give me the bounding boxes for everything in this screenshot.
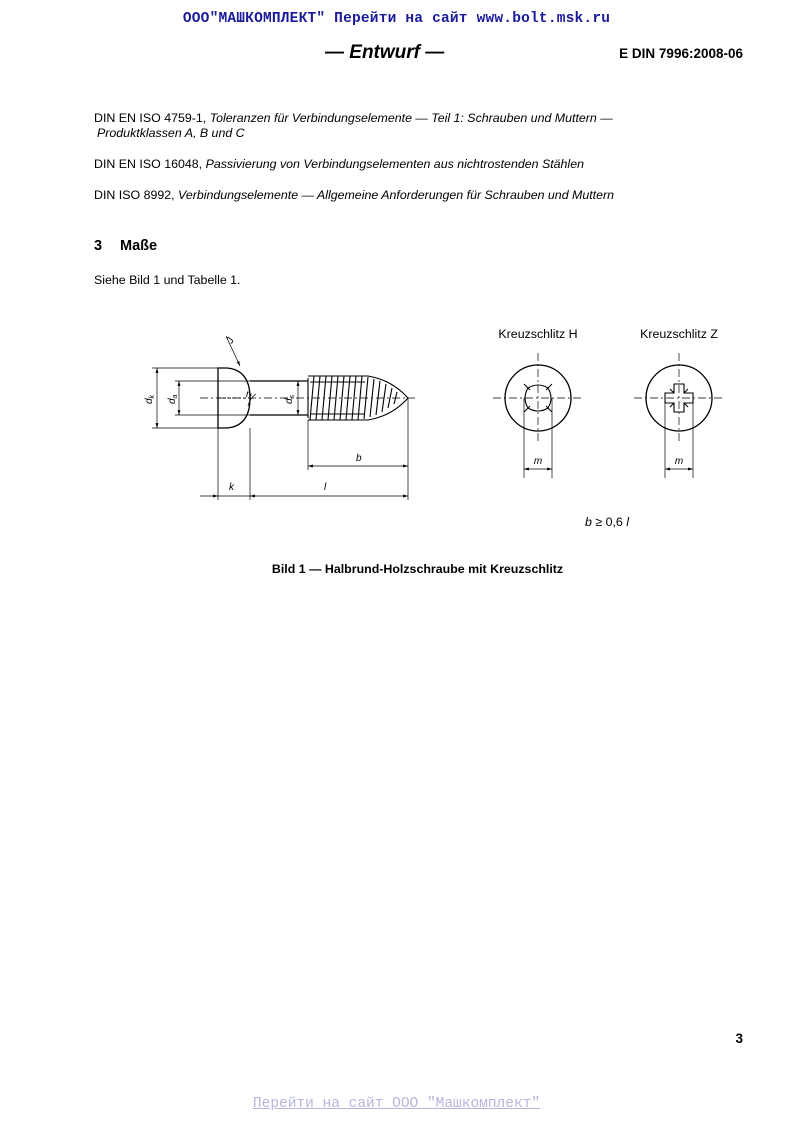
normative-references bbox=[94, 111, 734, 219]
dim-j-label: J bbox=[224, 336, 237, 346]
reference-item: DIN EN ISO 16048, Passivierung von Verbindungselementen aus nichtrostenden Stählen bbox=[94, 157, 584, 171]
section-body: Siehe Bild 1 und Tabelle 1. bbox=[94, 273, 241, 287]
dim-ds-label: $d_s$ bbox=[284, 394, 296, 404]
screw-drawing bbox=[130, 318, 750, 533]
dim-da-label: $d_a$ bbox=[167, 394, 179, 404]
section-title: Maße bbox=[120, 238, 158, 254]
bottom-website-link[interactable]: Перейти на сайт ООО "Машкомплект" bbox=[252, 1096, 541, 1112]
section-number: 3 bbox=[94, 238, 103, 254]
screw-side-view bbox=[152, 336, 415, 500]
dim-dk-label: $d_k$ bbox=[144, 394, 156, 404]
dim-m-label: m bbox=[533, 456, 543, 467]
dim-l-label: l bbox=[324, 482, 327, 493]
reference-item: DIN ISO 8992, Verbindungselemente — Allgemeine Anforderungen für Schrauben und Muttern bbox=[94, 188, 615, 202]
recess-z-label: Kreuzschlitz Z bbox=[640, 327, 718, 341]
figure-caption: Bild 1 — Halbrund-Holzschraube mit Kreuzschlitz bbox=[271, 562, 564, 576]
section-heading bbox=[94, 238, 157, 254]
page-number: 3 bbox=[735, 1031, 743, 1046]
dim-rf-label: $r_f$ bbox=[246, 389, 252, 401]
dim-k-label: k bbox=[229, 482, 234, 493]
screw-figure bbox=[130, 318, 750, 533]
top-website-link[interactable]: ООО"МАШКОМПЛЕКТ" Перейти на сайт www.bolt.msk.ru bbox=[182, 11, 611, 27]
document-id: E DIN 7996:2008-06 bbox=[619, 46, 743, 61]
dim-m-label: m bbox=[674, 456, 684, 467]
reference-item: DIN EN ISO 4759-1, Toleranzen für Verbindungselemente — Teil 1: Schrauben und Muttern — Produktklassen A, B und C bbox=[94, 111, 613, 140]
recess-h-label: Kreuzschlitz H bbox=[498, 327, 578, 341]
formula-b-ge-l: b ≥ 0,6 l bbox=[585, 515, 630, 529]
dim-b-label: b bbox=[356, 453, 362, 464]
draft-label: — Entwurf — bbox=[325, 42, 445, 63]
